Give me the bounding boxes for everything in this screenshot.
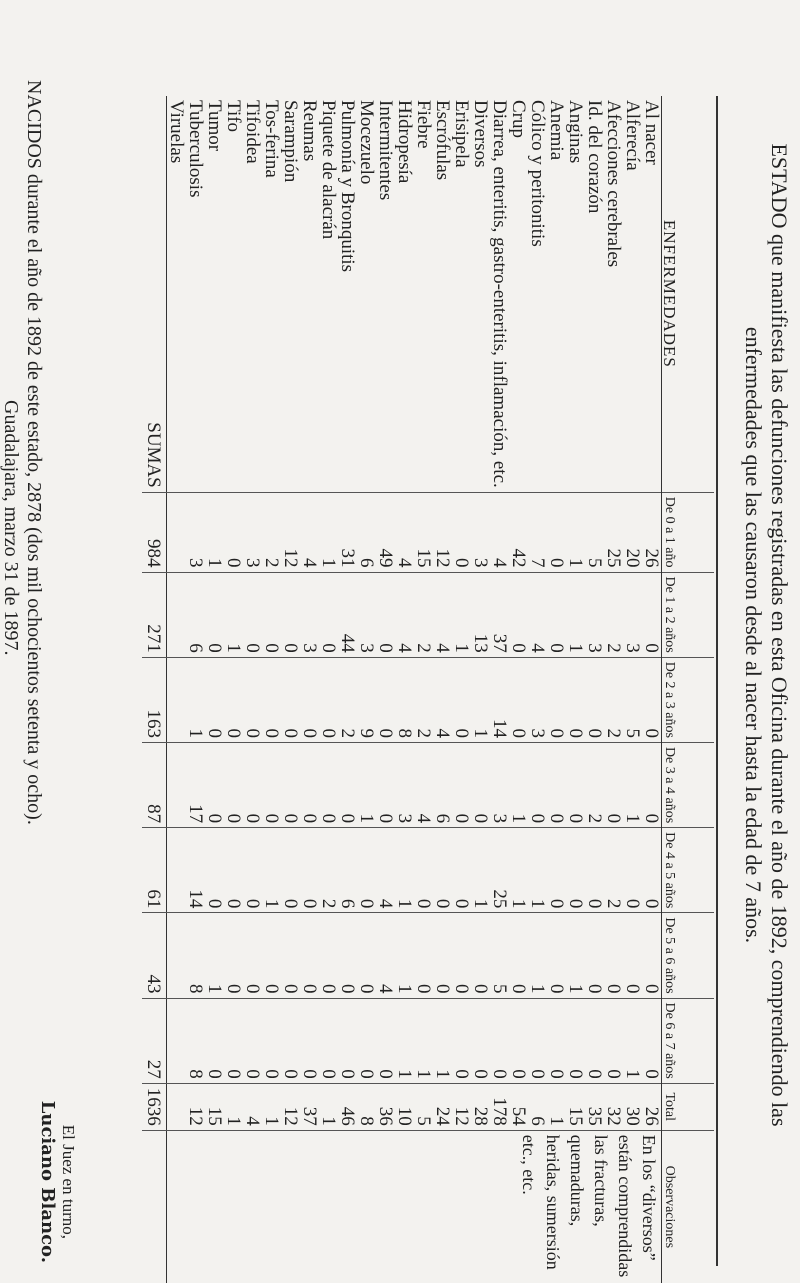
value-cell: 1 [433,998,452,1083]
disease-name: Reumas [300,96,319,492]
value-cell: 4 [395,572,414,657]
header-age-5-6: De 5 a 6 años [662,913,715,998]
disease-name: Mocezuelo [357,96,376,492]
value-cell: 8 [395,657,414,742]
value-cell: 49 [376,492,395,572]
value-cell: 1 [224,1083,243,1130]
table-row [528,96,547,1283]
title-line-2: enfermedades que las causaron desde al nacer hasta la edad de 7 años. [741,326,766,944]
value-cell: 0 [243,998,262,1083]
value-cell: 0 [566,742,585,827]
value-cell: 37 [300,1083,319,1130]
value-cell [167,828,187,913]
value-cell: 0 [243,742,262,827]
value-cell: 0 [281,657,300,742]
value-cell: 2 [414,657,433,742]
value-cell: 26 [642,492,662,572]
value-cell: 25 [490,828,509,913]
value-cell: 1 [566,572,585,657]
table-row [376,96,395,1283]
disease-name: Anginas [566,96,585,492]
value-cell: 3 [395,742,414,827]
table-row [509,96,528,1283]
value-cell: 0 [281,828,300,913]
value-cell: 0 [243,572,262,657]
header-age-6-7: De 6 a 7 años [662,998,715,1083]
value-cell: 0 [509,572,528,657]
value-cell: 1 [623,742,642,827]
value-cell: 1 [414,998,433,1083]
table-row [566,96,585,1283]
disease-name: Escrófulas [433,96,452,492]
value-cell: 1 [319,1083,338,1130]
value-cell: 0 [338,998,357,1083]
disease-name: Diarrea, enteritis, gastro-enteritis, inflamación, etc. [490,96,509,492]
value-cell: 0 [642,998,662,1083]
table-row [395,96,414,1283]
value-cell: 42 [509,492,528,572]
value-cell: 0 [490,998,509,1083]
value-cell: 9 [357,657,376,742]
table-row [338,96,357,1283]
value-cell: 4 [376,828,395,913]
value-cell: 4 [376,913,395,998]
value-cell: 1 [319,492,338,572]
value-cell: 1 [566,492,585,572]
sum-cell: 61 [142,828,167,913]
value-cell: 32 [604,1083,623,1130]
table-row [471,96,490,1283]
value-cell [167,572,187,657]
value-cell: 0 [300,828,319,913]
document-title [740,10,792,1260]
value-cell: 4 [433,657,452,742]
value-cell: 0 [604,913,623,998]
value-cell: 0 [243,657,262,742]
disease-name: Id. del corazón [585,96,604,492]
header-total: Total [662,1083,715,1130]
value-cell: 1 [471,657,490,742]
value-cell: 12 [281,1083,300,1130]
sum-cell: 87 [142,742,167,827]
value-cell: 0 [243,913,262,998]
title-line-1: ESTADO que manifiesta las defunciones registradas en esta Oficina durante el año de 1892, comprendiendo las [767,143,792,1127]
value-cell: 0 [205,572,224,657]
value-cell: 2 [319,828,338,913]
place-date: Guadalajara, marzo 31 de 1897. [0,400,22,656]
value-cell: 0 [585,828,604,913]
table-row [281,96,300,1283]
disease-name: Pulmonía y Bronquitis [338,96,357,492]
mortality-table [142,96,714,1283]
value-cell: 4 [300,492,319,572]
disease-name: Fiebre [414,96,433,492]
value-cell: 1 [623,998,642,1083]
sum-cell: 43 [142,913,167,998]
disease-name: Diversos [471,96,490,492]
value-cell [167,913,187,998]
births-note: NACIDOS durante el año de 1892 de este estado, 2878 (dos mil ochocientos setenta y ocho). [23,80,45,825]
disease-name: Tifoidea [243,96,262,492]
value-cell: 0 [547,828,566,913]
value-cell: 0 [433,913,452,998]
value-cell: 1 [509,742,528,827]
value-cell: 1 [395,998,414,1083]
value-cell: 13 [471,572,490,657]
value-cell: 0 [509,913,528,998]
value-cell: 0 [452,742,471,827]
value-cell: 0 [205,742,224,827]
value-cell: 0 [642,657,662,742]
value-cell: 6 [528,1083,547,1130]
table-row [205,96,224,1283]
value-cell: 0 [224,657,243,742]
value-cell: 0 [376,742,395,827]
value-cell: 3 [490,742,509,827]
value-cell: 15 [414,492,433,572]
signer-name: Luciano Blanco. [37,1100,58,1263]
value-cell: 2 [604,572,623,657]
value-cell: 0 [224,492,243,572]
table-row [262,96,281,1283]
value-cell: 0 [642,828,662,913]
value-cell: 0 [300,998,319,1083]
value-cell: 3 [528,657,547,742]
value-cell: 6 [433,742,452,827]
header-age-1-2: De 1 a 2 años [662,572,715,657]
value-cell: 4 [414,742,433,827]
value-cell: 178 [490,1083,509,1130]
value-cell: 3 [357,572,376,657]
sum-cell: 271 [142,572,167,657]
value-cell: 3 [243,492,262,572]
table-row [433,96,452,1283]
value-cell: 0 [528,742,547,827]
value-cell: 1 [471,828,490,913]
value-cell: 6 [357,492,376,572]
value-cell: 1 [528,913,547,998]
value-cell: 0 [281,913,300,998]
value-cell: 0 [604,998,623,1083]
table-row [490,96,509,1283]
value-cell: 8 [186,998,205,1083]
value-cell: 0 [319,998,338,1083]
value-cell: 46 [338,1083,357,1130]
value-cell: 1 [566,913,585,998]
disease-name: Hidropesía [395,96,414,492]
value-cell: 0 [471,998,490,1083]
header-row [662,96,715,1283]
value-cell: 6 [338,828,357,913]
value-cell: 0 [623,913,642,998]
disease-name: Tumor [205,96,224,492]
value-cell: 10 [395,1083,414,1130]
value-cell: 0 [224,828,243,913]
value-cell: 0 [357,998,376,1083]
sum-cell: 163 [142,657,167,742]
value-cell: 1 [224,572,243,657]
value-cell: 0 [262,913,281,998]
value-cell: 0 [547,913,566,998]
value-cell: 0 [528,998,547,1083]
value-cell: 0 [547,742,566,827]
value-cell: 0 [547,492,566,572]
table-row [585,96,604,1283]
value-cell: 0 [262,742,281,827]
value-cell: 0 [547,572,566,657]
value-cell: 1 [357,742,376,827]
table-row [243,96,262,1283]
value-cell: 5 [490,913,509,998]
value-cell: 0 [262,572,281,657]
sums-row [142,96,167,1283]
header-age-0-1: De 0 a 1 año [662,492,715,572]
disease-name: Afecciones cerebrales [604,96,623,492]
value-cell: 4 [395,492,414,572]
value-cell: 4 [243,1083,262,1130]
value-cell: 0 [566,998,585,1083]
disease-name: Piquete de alacrán [319,96,338,492]
value-cell: 1 [452,572,471,657]
table-row [452,96,471,1283]
sum-cell: 984 [142,492,167,572]
value-cell: 0 [566,828,585,913]
value-cell: 0 [585,998,604,1083]
value-cell: 0 [205,657,224,742]
table-row [167,96,187,1283]
value-cell: 0 [452,998,471,1083]
value-cell: 2 [414,572,433,657]
value-cell: 12 [452,1083,471,1130]
disease-name: Erisipela [452,96,471,492]
disease-name: Viruelas [167,96,187,492]
value-cell: 2 [262,492,281,572]
disease-name: Intermitentes [376,96,395,492]
value-cell: 1 [262,828,281,913]
value-cell: 5 [623,657,642,742]
value-cell: 0 [376,998,395,1083]
table-row [224,96,243,1283]
value-cell: 26 [642,1083,662,1130]
value-cell: 3 [186,492,205,572]
value-cell: 0 [452,828,471,913]
disease-name: Al nacer [642,96,662,492]
table-row [547,96,566,1283]
value-cell: 0 [205,828,224,913]
value-cell: 1 [395,828,414,913]
value-cell: 17 [186,742,205,827]
value-cell [167,657,187,742]
value-cell: 12 [433,492,452,572]
value-cell: 0 [376,572,395,657]
header-disease: ENFERMEDADES [662,96,715,492]
value-cell: 0 [281,742,300,827]
value-cell: 0 [300,913,319,998]
value-cell: 0 [300,657,319,742]
table-body [142,96,662,1283]
value-cell: 20 [623,492,642,572]
value-cell: 4 [433,572,452,657]
value-cell: 0 [224,913,243,998]
value-cell: 0 [471,742,490,827]
value-cell: 0 [452,913,471,998]
top-rule [716,96,718,1266]
value-cell: 1 [205,913,224,998]
table-row [319,96,338,1283]
value-cell: 12 [281,492,300,572]
value-cell: 0 [205,998,224,1083]
value-cell: 5 [414,1083,433,1130]
value-cell: 0 [376,657,395,742]
table-row [642,96,662,1283]
value-cell: 0 [224,742,243,827]
value-cell: 1 [528,828,547,913]
sum-cell: 27 [142,998,167,1083]
value-cell: 0 [547,998,566,1083]
value-cell: 0 [243,828,262,913]
value-cell [167,998,187,1083]
header-age-2-3: De 2 a 3 años [662,657,715,742]
value-cell: 3 [585,572,604,657]
value-cell: 0 [281,572,300,657]
value-cell: 8 [357,1083,376,1130]
value-cell: 15 [205,1083,224,1130]
table-row [186,96,205,1283]
value-cell: 24 [433,1083,452,1130]
sum-cell: 1636 [142,1083,167,1130]
value-cell: 15 [566,1083,585,1130]
value-cell: 0 [433,828,452,913]
table-row [357,96,376,1283]
table-row [300,96,319,1283]
value-cell: 28 [471,1083,490,1130]
value-cell [167,492,187,572]
value-cell: 0 [509,998,528,1083]
value-cell: 25 [604,492,623,572]
value-cell: 1 [262,1083,281,1130]
value-cell: 0 [319,572,338,657]
header-observations: Observaciones [662,1130,715,1283]
value-cell: 0 [585,913,604,998]
signer-role: El Juez en turno, [59,1124,78,1239]
value-cell: 0 [319,913,338,998]
disease-name: Anemia [547,96,566,492]
value-cell: 2 [338,657,357,742]
value-cell: 2 [604,657,623,742]
value-cell: 1 [395,913,414,998]
value-cell: 44 [338,572,357,657]
table-row [414,96,433,1283]
value-cell: 4 [490,492,509,572]
value-cell: 0 [585,657,604,742]
value-cell: 0 [338,742,357,827]
value-cell: 0 [414,828,433,913]
value-cell: 0 [642,742,662,827]
value-cell: 37 [490,572,509,657]
header-age-3-4: De 3 a 4 años [662,742,715,827]
disease-name: Cólico y peritonitis [528,96,547,492]
value-cell: 0 [281,998,300,1083]
value-cell: 1 [186,657,205,742]
value-cell: 1 [547,1083,566,1130]
value-cell: 0 [642,913,662,998]
value-cell: 54 [509,1083,528,1130]
value-cell [167,1083,187,1130]
value-cell: 3 [623,572,642,657]
value-cell: 12 [186,1083,205,1130]
value-cell: 0 [623,828,642,913]
value-cell: 0 [224,998,243,1083]
value-cell: 0 [509,657,528,742]
value-cell: 3 [300,572,319,657]
value-cell: 0 [262,657,281,742]
disease-name: Crup [509,96,528,492]
value-cell: 8 [186,913,205,998]
value-cell: 2 [604,828,623,913]
value-cell: 6 [186,572,205,657]
value-cell: 0 [319,742,338,827]
value-cell: 0 [452,492,471,572]
disease-name: Tos-ferina [262,96,281,492]
value-cell: 0 [642,572,662,657]
disease-name: Tifo [224,96,243,492]
value-cell: 7 [528,492,547,572]
table-row [604,96,623,1283]
disease-name: Tuberculosis [186,96,205,492]
disease-name: Sarampión [281,96,300,492]
header-age-4-5: De 4 a 5 años [662,828,715,913]
sums-label: SUMAS [142,96,167,492]
value-cell: 0 [471,913,490,998]
value-cell: 36 [376,1083,395,1130]
value-cell: 30 [623,1083,642,1130]
value-cell: 1 [509,828,528,913]
value-cell: 0 [357,913,376,998]
value-cell: 2 [585,742,604,827]
sums-obs-blank [142,1130,167,1283]
table-row [623,96,642,1283]
value-cell: 14 [186,828,205,913]
value-cell: 14 [490,657,509,742]
value-cell: 0 [452,657,471,742]
value-cell: 0 [319,657,338,742]
value-cell [167,742,187,827]
signature-block [37,1101,78,1263]
value-cell: 31 [338,492,357,572]
value-cell: 0 [357,828,376,913]
value-cell: 1 [205,492,224,572]
value-cell: 4 [528,572,547,657]
value-cell: 0 [566,657,585,742]
disease-name: Alferecía [623,96,642,492]
value-cell: 0 [414,913,433,998]
value-cell: 3 [471,492,490,572]
observations-note: En los “diversos” están comprendidas las fracturas, quemaduras, heridas, sumersión etc., etc. [519,1134,659,1278]
value-cell: 0 [262,998,281,1083]
value-cell: 0 [338,913,357,998]
value-cell: 0 [547,657,566,742]
value-cell: 5 [585,492,604,572]
value-cell: 0 [300,742,319,827]
value-cell: 0 [604,742,623,827]
value-cell: 35 [585,1083,604,1130]
